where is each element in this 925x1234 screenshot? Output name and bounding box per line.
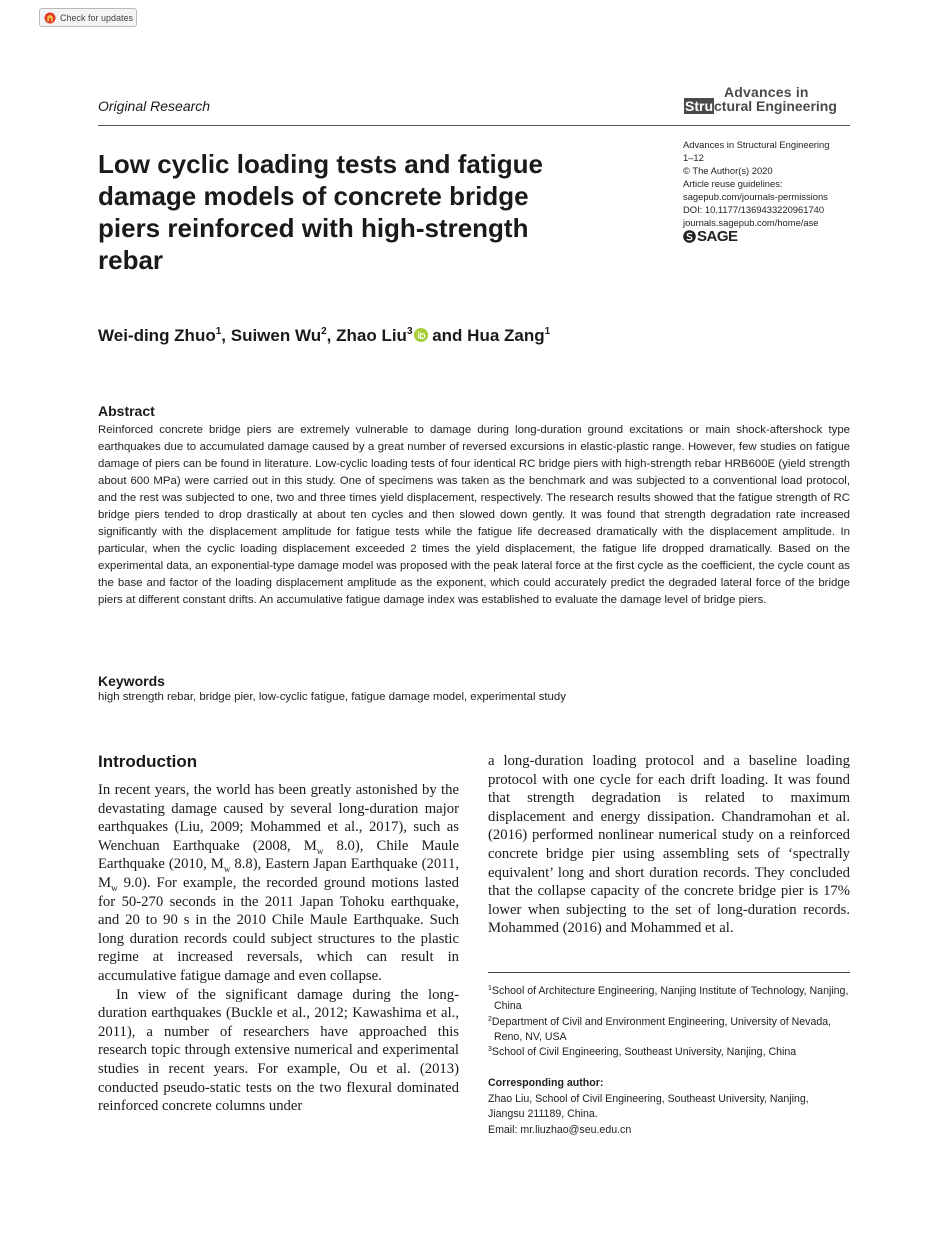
affiliation-sup: 3 <box>488 1046 492 1053</box>
corresponding-author-heading: Corresponding author: <box>488 1077 604 1089</box>
footnote-divider <box>488 972 850 973</box>
check-for-updates-label: Check for updates <box>60 12 134 23</box>
check-for-updates-icon <box>44 12 56 24</box>
sage-logo-icon <box>683 230 696 243</box>
abstract-heading: Abstract <box>98 403 155 419</box>
author-name: Suiwen Wu <box>230 326 322 345</box>
body-right-column <box>488 752 850 938</box>
orcid-icon[interactable] <box>414 328 428 342</box>
meta-copyright: © The Author(s) 2020 <box>683 165 773 176</box>
author-affil-sup: 3 <box>406 326 413 337</box>
meta-doi[interactable]: DOI: 10.1177/1369433220961740 <box>683 204 825 215</box>
affiliations <box>488 984 850 1061</box>
mw-subscript: w <box>223 864 231 875</box>
sage-logo <box>683 230 858 243</box>
affiliation-text: Department of Civil and Environment Engineering, University of Nevada, Reno, NV, USA <box>491 1015 832 1043</box>
journal-logo-box: Stru <box>685 98 713 114</box>
journal-logo-line2-rest: ctural Engineering <box>714 98 837 114</box>
author-separator: , <box>221 326 231 345</box>
header-divider <box>98 125 850 126</box>
abstract-body: Reinforced concrete bridge piers are extremely vulnerable to damage during long-duration ground excitations or main shock-aftershock type earthquakes due to accumulated damage caused by a great number of reversed excursions in elastic-plastic range. However, few studies on fatigue damage of piers can be found in literature. Low-cyclic loading tests of four identical RC bridge piers with high-strength rebar HRB600E (yield strength about 600 MPa) were carried out in this study. One of specimens was taken as the benchmark and was subjected to a conventional load protocol, and the rest was subjected to one, two and three times yield displacement, respectively. The research results showed that the fatigue strength of RC bridge piers tended to drop drastically at about ten cycles and then slowed down gently. It was found that strength degradation rate increased significantly with the displacement amplitude for fatigue tests while the fatigue life decreased dramatically with the displacement amplitude. In particular, when the cyclic loading displacement exceeded 2 times the yield displacement, the fatigue life dropped dramatically. Based on the experimental data, an exponential-type damage model was proposed with the peak lateral force at the first cycle as the coefficient, the cycle count as the base and factor of the loading displacement amplitude as the exponent, which could accurately predict the degraded lateral force of the bridge piers at different constant drifts. An accumulative fatigue damage index was established to evaluate the damage level of bridge piers. <box>98 424 850 606</box>
affiliation-item <box>488 984 850 1014</box>
journal-logo-line2 <box>684 98 837 114</box>
author-affil-sup: 2 <box>321 326 327 337</box>
corresponding-author <box>488 1076 850 1138</box>
author-affil-sup: 1 <box>544 326 551 337</box>
journal-logo-line1: Advances in <box>724 84 809 100</box>
sage-logo-text: SAGE <box>697 228 738 245</box>
corresponding-author-line: Jiangsu 211189, China. <box>488 1108 598 1120</box>
corresponding-author-line: Zhao Liu, School of Civil Engineering, Southeast University, Nanjing, <box>488 1092 809 1105</box>
paragraph-text: 9.0). For example, the recorded ground motions lasted for 50-270 seconds in the 2011 Japan Tohoku earthquake, and 20 to 90 s in the 2010 Chile Maule Earthquake. Such long duration records could subject structures to the plastic regime at increased reversals, which can result in accumulative fatigue damage and even collapse. <box>98 874 459 984</box>
affiliation-sup: 1 <box>488 985 492 992</box>
meta-journal: Advances in Structural Engineering <box>683 139 830 150</box>
keywords-list: high strength rebar, bridge pier, low-cyclic fatigue, fatigue damage model, experimental study <box>98 691 566 703</box>
author-name: Zhao Liu <box>336 326 407 345</box>
affiliation-item <box>488 1015 850 1045</box>
article-meta <box>683 138 858 243</box>
author-name: Wei-ding Zhuo <box>98 326 216 345</box>
body-left-column <box>98 781 459 1116</box>
meta-reuse: Article reuse guidelines: <box>683 178 783 189</box>
affiliation-text: School of Civil Engineering, Southeast University, Nanjing, China <box>491 1046 797 1058</box>
intro-paragraph-3: a long-duration loading protocol and a baseline loading protocol with one cycle for each drift loading. It was found that strength degradation is related to maximum displacement and energy dissipation. Chandramohan et al. (2016) performed nonlinear numerical study on a reinforced concrete bridge pier using assembling sets of ‘spectrally equivalent’ long and short duration records. They concluded that the collapse capacity of the concrete bridge pier is 17% lower when subjecting to the set of long-duration records. Mohammed (2016) and Mohammed et al. <box>488 753 850 937</box>
journal-logo <box>684 84 852 116</box>
section-label: Original Research <box>98 98 211 114</box>
meta-site-link[interactable]: journals.sagepub.com/home/ase <box>683 217 819 228</box>
paragraph-text: In recent years, the world has been greatly astonished by the devastating damage caused by several long-duration major earthquakes (Liu, 2009; Mohammed et al., 2017), such as Wenchuan Earthquake (2008, M <box>98 782 459 854</box>
affiliation-item <box>488 1045 850 1060</box>
paragraph-text: 8.8), Eastern Japan Earthquake (2011, M <box>98 856 459 891</box>
affiliation-text: School of Architecture Engineering, Nanjing Institute of Technology, Nanjing, China <box>491 985 849 1012</box>
intro-paragraph-2: In view of the significant damage during the long-duration earthquakes (Buckle et al., 2012; Kawashima et al., 2011), a number of researchers have approached this research topic through extensive numerical and experimental studies in recent years. For example, Ou et al. (2013) conducted pseudo-static tests on the two flexural dominated reinforced concrete columns under <box>98 986 459 1115</box>
author-separator: , <box>326 326 337 345</box>
author-list <box>98 326 550 346</box>
mw-subscript: w <box>111 882 118 893</box>
intro-paragraph-1 <box>98 781 459 986</box>
affiliation-sup: 2 <box>488 1015 492 1023</box>
meta-pages: 1–12 <box>683 152 704 163</box>
paragraph-text: 8.0), Chile Maule Earthquake (2010, M <box>98 837 459 873</box>
introduction-heading: Introduction <box>98 752 198 771</box>
check-for-updates-button[interactable] <box>39 8 137 27</box>
meta-reuse-link[interactable]: sagepub.com/journals-permissions <box>683 191 828 202</box>
author-affil-sup: 1 <box>215 326 222 337</box>
keywords-heading: Keywords <box>98 673 165 689</box>
article-title: Low cyclic loading tests and fatigue damage models of concrete bridge piers reinforced with high-strength rebar <box>98 149 543 275</box>
corresponding-author-email[interactable]: Email: mr.liuzhao@seu.edu.cn <box>488 1123 632 1136</box>
author-name: Hua Zang <box>467 326 545 345</box>
author-separator: and <box>427 326 468 345</box>
mw-subscript: w <box>316 845 324 856</box>
